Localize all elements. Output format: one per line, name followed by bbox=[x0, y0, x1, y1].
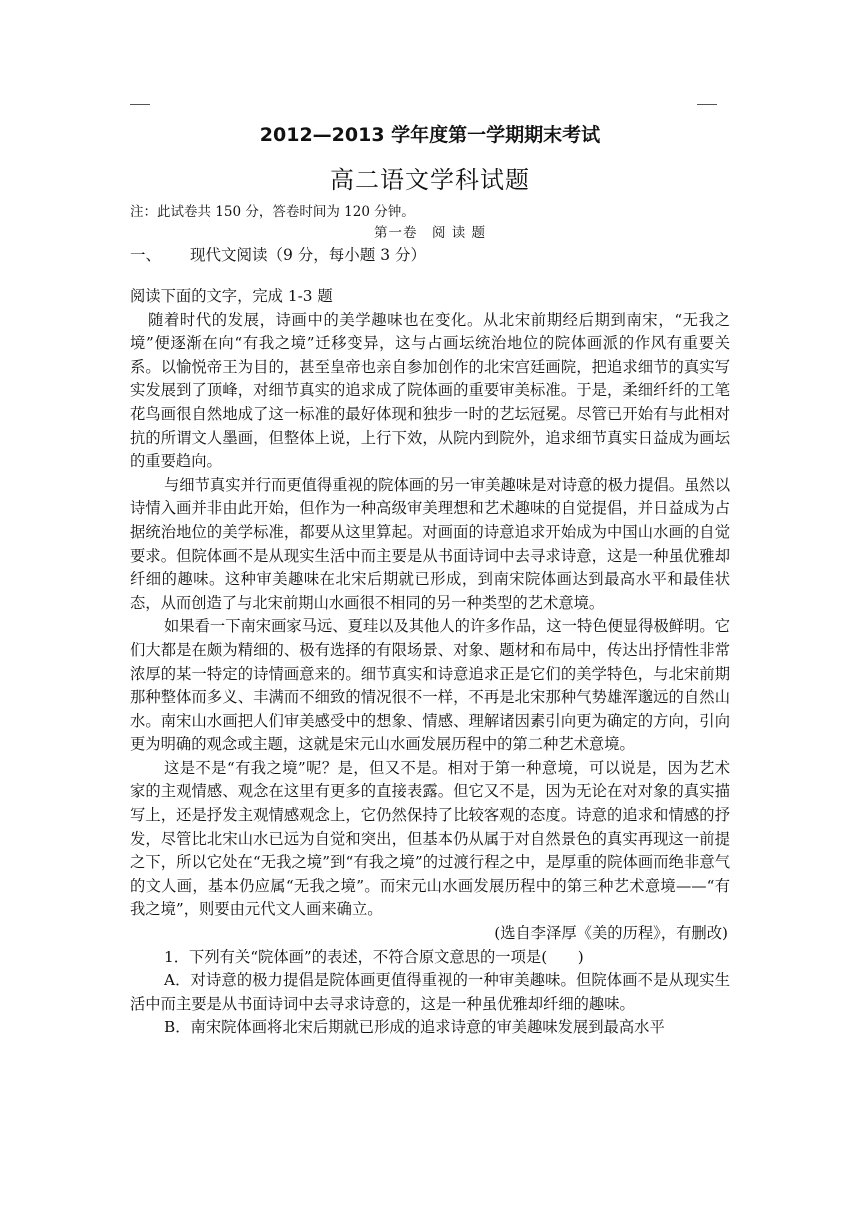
section-heading bbox=[130, 243, 426, 265]
volume-title: 第一卷 阅 读 题 bbox=[373, 225, 487, 241]
passage-paragraph-3: 如果看一下南宋画家马远、夏珪以及其他人的许多作品，这一特色便显得极鲜明。它们大都是在颇为精细的、极有选择的有限场景、对象、题材和布局中，传达出抒情性非常浓厚的某一特定的诗情画意来的。细节真实和诗意追求正是它们的美学特色，与北宋前期那种整体而多义、丰满而不细致的情况很不一样，不再是北宋那种气势雄浑邈远的自然山水。南宋山水画把人们审美感受中的想象、情感、理解诸因素引向更为确定的方向，引向更为明确的观念或主题，这就是宋元山水画发展历程中的第二种艺术意境。 bbox=[130, 617, 730, 754]
passage-paragraph-2: 与细节真实并行而更值得重视的院体画的另一审美趣味是对诗意的极力提倡。虽然以诗情入画并非由此开始，但作为一种高级审美理想和艺术趣味的自觉提倡，并日益成为占据统治地位的美学标准，都要从这里算起。对画面的诗意追求开始成为中国山水画的自觉要求。但院体画不是从现实生活中而主要是从书面诗词中去寻求诗意，这是一种虽优雅却纤细的趣味。这种审美趣味在北宋后期就已形成，到南宋院体画达到最高水平和最佳状态，从而创造了与北宋前期山水画很不相同的另一种类型的艺术意境。 bbox=[130, 475, 730, 612]
passage-source: (选自李泽厚《美的历程》，有删改) bbox=[494, 924, 728, 943]
exam-note: 注：此试卷共 150 分，答卷时间为 120 分钟。 bbox=[130, 204, 415, 220]
exam-title: 2012—2013 学年度第一学期期末考试 bbox=[259, 124, 601, 146]
section-number: 一、 bbox=[130, 246, 162, 264]
passage-body bbox=[130, 285, 730, 1040]
subject-title: 高二语文学科试题 bbox=[330, 166, 530, 194]
header-rule-left bbox=[130, 104, 150, 105]
question-1-option-a: A．对诗意的极力提倡是院体画更值得重视的一种审美趣味。但院体画不是从现实生活中而主要是从书面诗词中去寻求诗意的，这是一种虽优雅却纤细的趣味。 bbox=[130, 971, 730, 1013]
passage-instruction: 阅读下面的文字，完成 1-3 题 bbox=[130, 287, 333, 305]
question-1-option-b: B．南宋院体画将北宋后期就已形成的追求诗意的审美趣味发展到最高水平 bbox=[164, 1018, 665, 1037]
passage-paragraph-4: 这是不是“有我之境”呢？是，但又不是。相对于第一种意境，可以说是，因为艺术家的主观情感、观念在这里有更多的直接表露。但它又不是，因为无论在对对象的真实描写上，还是抒发主观情感观念上，它仍然保持了比较客观的态度。诗意的追求和情感的抒发，尽管比北宋山水已远为自觉和突出，但基本仍从属于对自然景色的真实再现这一前提之下，所以它处在“无我之境”到“有我之境”的过渡行程之中，是厚重的院体画而绝非意气的文人画，基本仍应属“无我之境”。而宋元山水画发展历程中的第三种艺术意境——“有我之境”，则要由元代文人画来确立。 bbox=[130, 758, 730, 919]
question-1-stem: 1．下列有关“院体画”的表述，不符合原文意思的一项是( ) bbox=[164, 947, 584, 966]
section-title: 现代文阅读（9 分，每小题 3 分） bbox=[190, 246, 427, 264]
header-rule-right bbox=[697, 104, 717, 105]
passage-paragraph-1: 随着时代的发展，诗画中的美学趣味也在变化。从北宋前期经后期到南宋，“无我之境”便逐渐在向“有我之境”迁移变异，这与占画坛统治地位的院体画派的作风有重要关系。以愉悦帝王为目的，甚至皇帝也亲自参加创作的北宋宫廷画院，把追求细节的真实写实发展到了顶峰，对细节真实的追求成了院体画的重要审美标准。于是，柔细纤纤的工笔花鸟画很自然地成了这一标准的最好体现和独步一时的艺坛冠冕。尽管已开始有与此相对抗的所谓文人墨画，但整体上说，上行下效，从院内到院外，追求细节真实日益成为画坛的重要趋向。 bbox=[130, 310, 730, 471]
